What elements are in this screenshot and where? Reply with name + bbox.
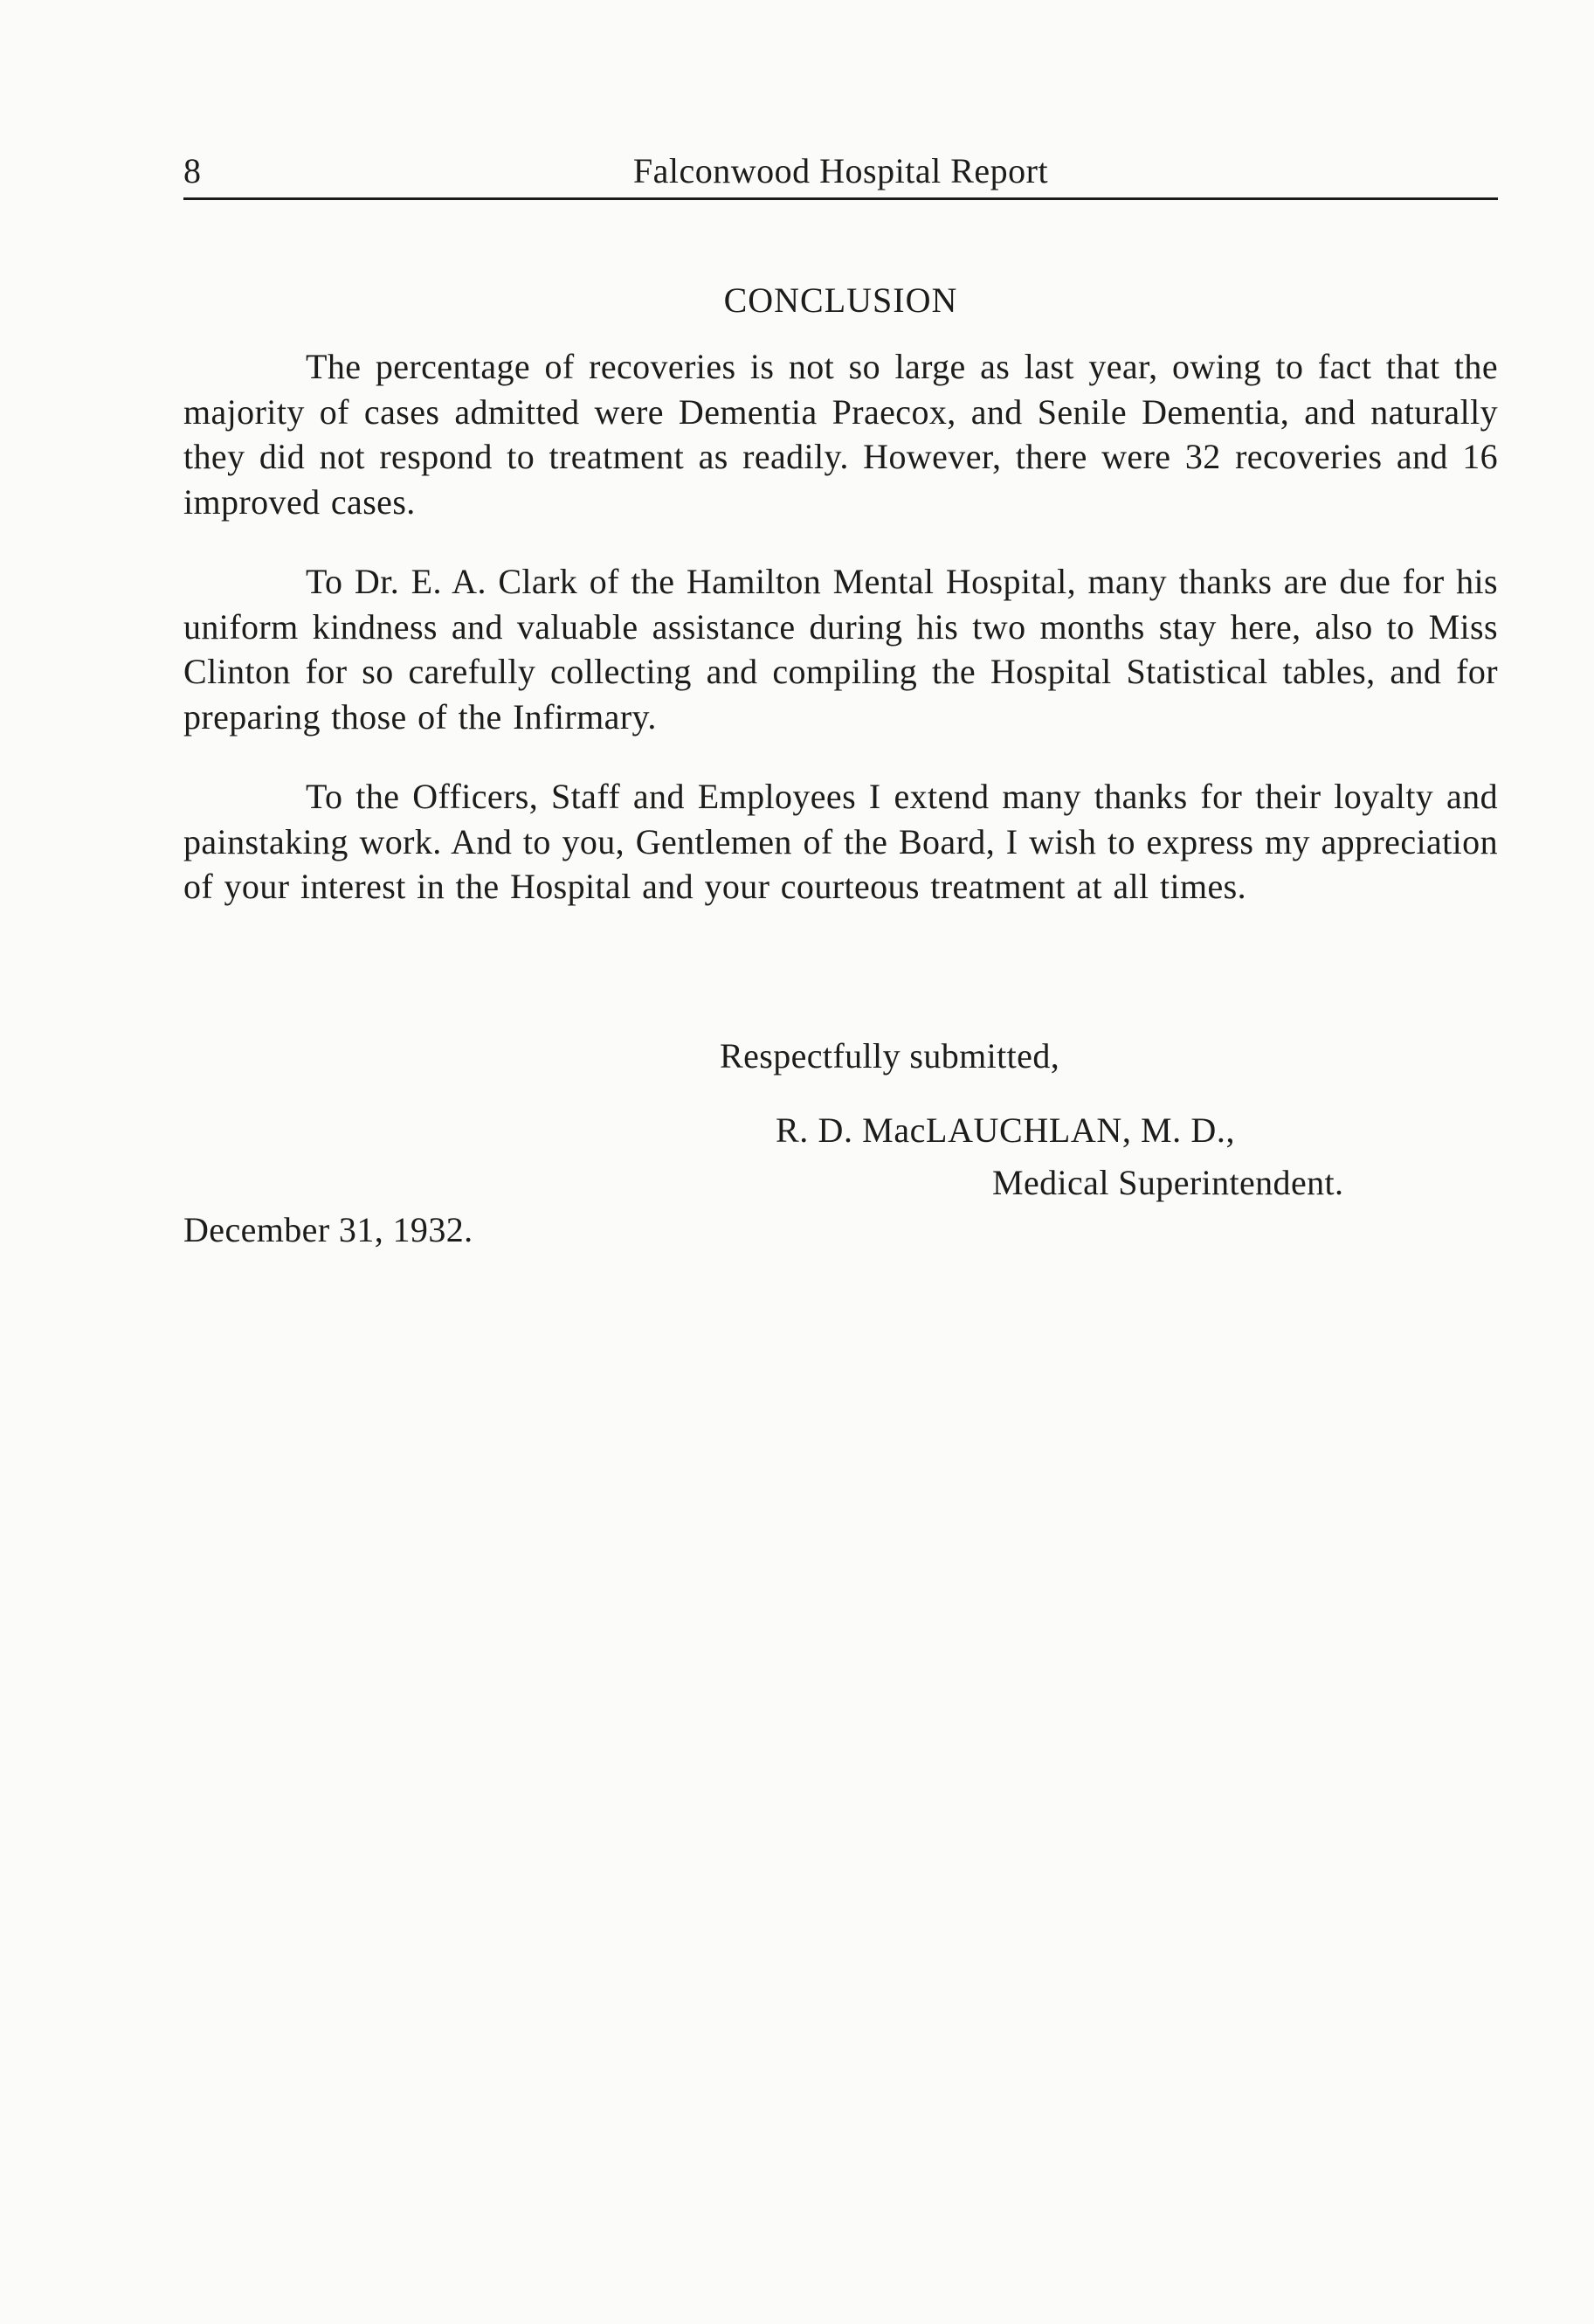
running-header [183, 149, 1498, 200]
closing-line: Respectfully submitted, [720, 1036, 1060, 1076]
paragraph-staff-thanks: To the Officers, Staff and Employees I extend many thanks for their loyalty and painstaking work. And to you, Gentlemen of the Board, I wish to express my appreciation of your interest in the Hospital and your courteous treatment at all times. [183, 777, 1498, 906]
section-heading: CONCLUSION [723, 280, 958, 320]
running-title: Falconwood Hospital Report [632, 151, 1049, 190]
paragraph-recoveries: The percentage of recoveries is not so large as last year, owing to fact that the majority of cases admitted were Dementia Praecox, and Senile Dementia, and naturally they did not respond to treatment as readily. However, there were 32 recoveries and 16 improved cases. [183, 347, 1498, 522]
signatory-name: R. D. MacLAUCHLAN, M. D., [776, 1110, 1236, 1150]
page-number: 8 [183, 151, 201, 190]
paragraph-acknowledgements: To Dr. E. A. Clark of the Hamilton Mental Hospital, many thanks are due for his uniform kindness and valuable assistance during his two months stay here, also to Miss Clinton for so carefully collecting and compiling the Hospital Statistical tables, and for preparing those of the Infirmary. [183, 562, 1498, 737]
report-date: December 31, 1932. [183, 1210, 473, 1249]
body-text [183, 344, 1498, 944]
signatory-title: Medical Superintendent. [992, 1163, 1344, 1202]
